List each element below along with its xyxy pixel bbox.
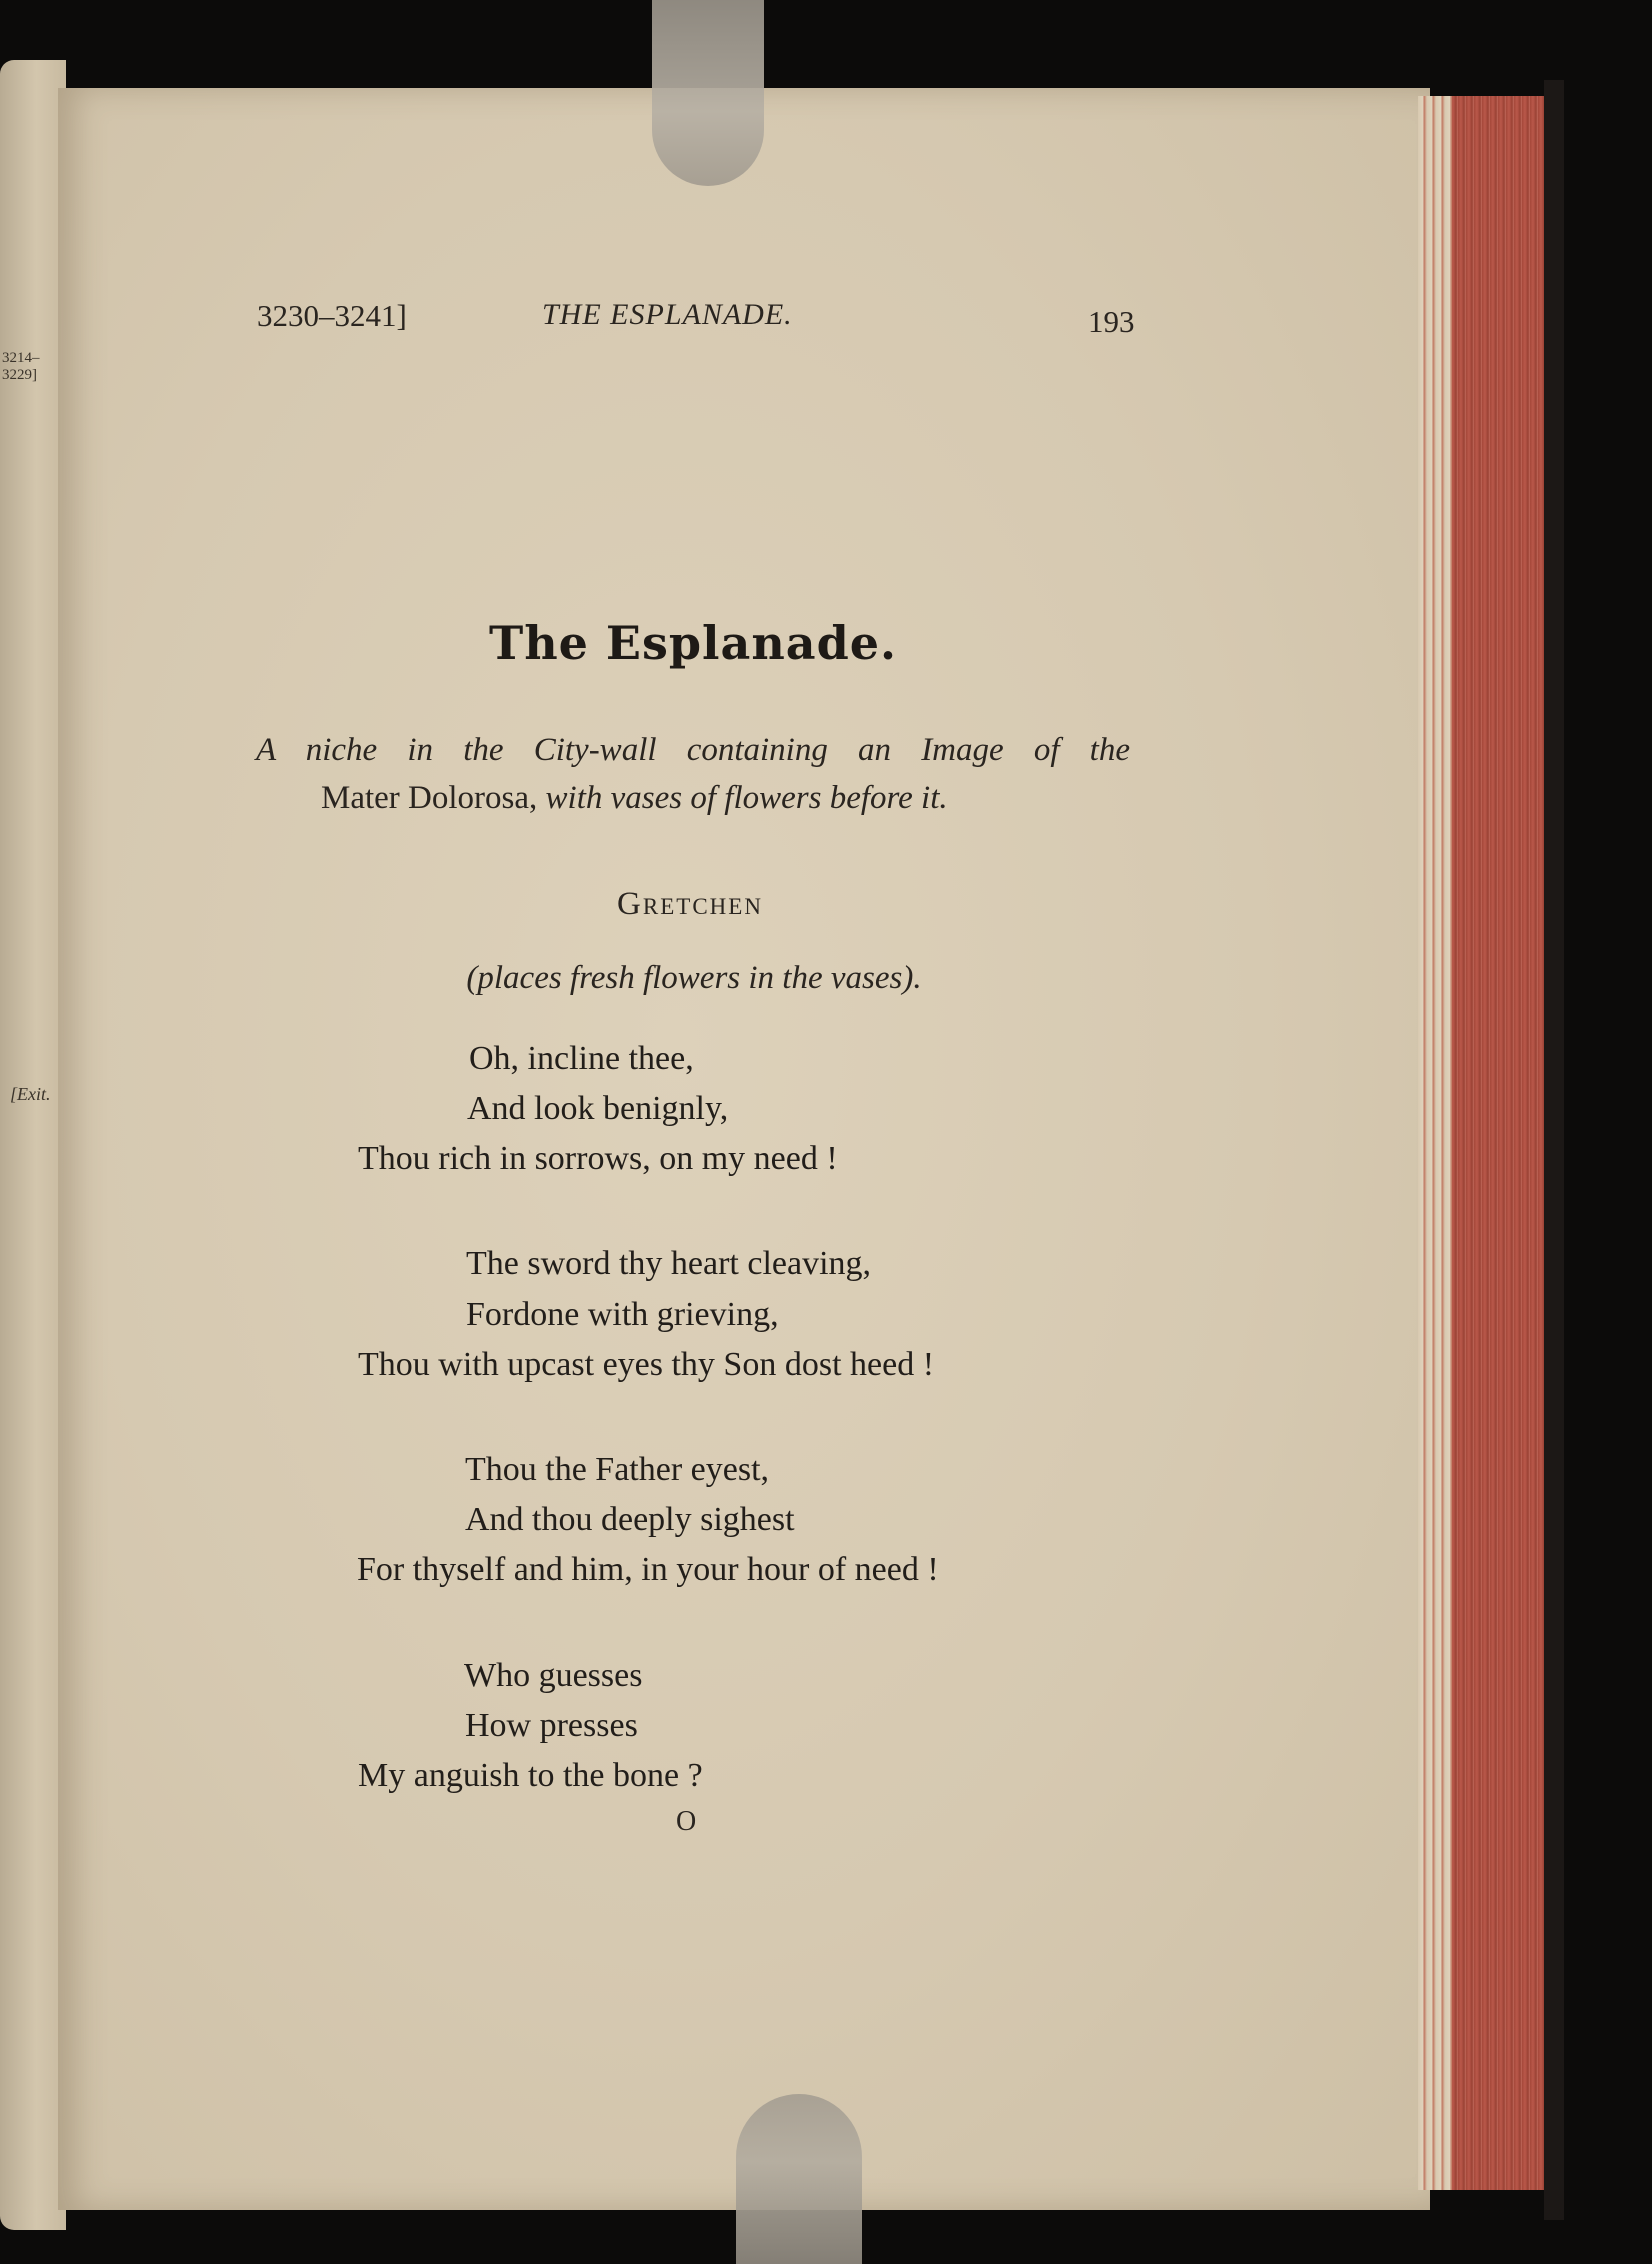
verse-line: Thou the Father eyest, <box>465 1451 770 1488</box>
stage-direction-roman: Mater Dolorosa, <box>321 780 538 816</box>
verse-line: And look benignly, <box>467 1090 729 1127</box>
previous-page-edge <box>0 60 66 2230</box>
stage-direction-text-1: A niche in the City-wall containing an Image of the <box>256 732 1130 768</box>
verse-line: My anguish to the bone ? <box>358 1757 703 1794</box>
stage-direction-italic: with vases of flowers before it. <box>545 780 948 816</box>
verse-line: And thou deeply sighest <box>465 1501 795 1538</box>
book-cover-edge <box>1544 80 1564 2220</box>
bottom-page-clamp <box>736 2094 862 2264</box>
verse-line: Thou with upcast eyes thy Son dost heed ! <box>358 1346 935 1383</box>
page-block-edge <box>1418 96 1544 2190</box>
verse-line: Fordone with grieving, <box>466 1296 779 1333</box>
verse-line: Oh, incline thee, <box>469 1040 694 1077</box>
top-page-clamp <box>652 0 764 186</box>
signature-mark: O <box>676 1806 697 1837</box>
verse-line: Thou rich in sorrows, on my need ! <box>358 1140 838 1177</box>
verse-line: For thyself and him, in your hour of need ! <box>357 1551 939 1588</box>
previous-page-exit-note: [Exit. <box>10 1084 51 1104</box>
page-number: 193 <box>1088 304 1135 339</box>
scene-title: The Esplanade. <box>488 616 898 670</box>
verse-line: Who guesses <box>464 1657 643 1694</box>
verse-line: How presses <box>465 1707 638 1744</box>
running-head-line-range: 3230–3241] <box>257 298 407 333</box>
stage-direction-line-2 <box>321 780 948 817</box>
stage-direction-line-1 <box>256 732 1130 769</box>
verse-line: The sword thy heart cleaving, <box>466 1245 872 1282</box>
speaker-action: (places fresh flowers in the vases). <box>466 960 922 996</box>
speaker-name: Gretchen <box>617 886 763 922</box>
previous-page-line-ref: 3214–3229] <box>2 350 40 383</box>
running-head-title: THE ESPLANADE. <box>542 298 793 331</box>
running-head <box>0 298 1652 348</box>
